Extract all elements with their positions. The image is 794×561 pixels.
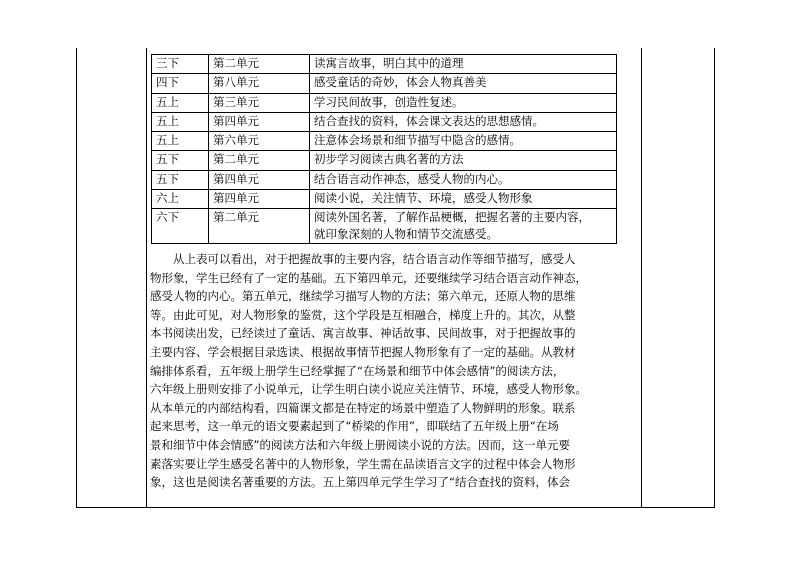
paragraph-line: 编排体系看，五年级上册学生已经掌握了“在场景和细节中体会感情”的阅读方法， [150,363,565,378]
paragraph-line: 起来思考，这一单元的语文要素起到了“桥梁的作用”，即联结了五年级上册“在场 [150,419,559,434]
content-line: 感受童话的奇妙，体会人物真善美 [314,75,487,90]
content-cell [310,190,617,209]
content-cell [310,74,617,93]
table-row [152,55,617,74]
content-line: 阅读小说，关注情节、环境，感受人物形象 [314,191,533,206]
paragraph-line: 本书阅读出发，已经读过了童话、寓言故事、神话故事、民间故事，对于把握故事的 [150,326,576,341]
paragraph-line: 主要内容、学会根据目录选读、根据故事情节把握人物形象有了一定的基础。从教材 [150,344,576,359]
unit-cell: 第二单元 [209,151,310,170]
content-cell [310,55,617,74]
unit-table-body [152,55,617,244]
grade-cell: 四下 [152,74,209,93]
unit-cell: 第八单元 [209,74,310,93]
unit-overview-table [151,54,617,244]
table-row [152,170,617,189]
grade-cell: 五下 [152,151,209,170]
analysis-paragraph [150,250,638,492]
table-row [152,74,617,93]
unit-cell: 第四单元 [209,112,310,131]
content-line: 学习民间故事，创造性复述。 [314,94,464,109]
right-column-rule [641,48,642,508]
content-line: 结合查找的资料，体会课文表达的思想感情。 [314,113,544,128]
unit-cell: 第四单元 [209,170,310,189]
paragraph-line: 感受人物的内心。第五单元，继续学习描写人物的方法；第六单元，还原人物的思维 [150,289,576,304]
grade-cell: 五上 [152,132,209,151]
paragraph-line: 素落实要让学生感受名著中的人物形象，学生需在品读语言文字的过程中体会人物形 [150,456,576,471]
table-row [152,112,617,131]
content-line: 就印象深刻的人物和情节交流感受。 [314,227,498,242]
content-cell [310,112,617,131]
unit-cell: 第四单元 [209,190,310,209]
unit-cell: 第二单元 [209,209,310,244]
content-cell [310,170,617,189]
paragraph-line: 从本单元的内部结构看，四篇课文都是在特定的场景中塑造了人物鲜明的形象。联系 [150,400,576,415]
unit-cell: 第六单元 [209,132,310,151]
grade-cell: 六下 [152,209,209,244]
table-row [152,132,617,151]
content-line: 注意体会场景和细节描写中隐含的感情。 [314,133,521,148]
paragraph-line: 景和细节中体会情感”的阅读方法和六年级上册阅读小说的方法。因而，这一单元要 [150,437,570,452]
table-row [152,151,617,170]
paragraph-line: 六年级上册则安排了小说单元，让学生明白读小说应关注情节、环境，感受人物形象。 [150,382,587,397]
paragraph-line: 从上表可以看出，对于把握故事的主要内容，结合语言动作等细节描写，感受人 [150,252,576,266]
paragraph-line: 等。由此可见，对人物形象的鉴赏，这个学段是互相融合，梯度上升的。其次，从整 [150,307,576,322]
left-column-rule [146,48,147,508]
paragraph-line: 象，这也是阅读名著重要的方法。五上第四单元学生学习了“结合查找的资料，体会 [150,475,570,490]
grade-cell: 五上 [152,93,209,112]
table-row [152,190,617,209]
paragraph-line: 物形象，学生已经有了一定的基础。五下第四单元，还要继续学习结合语言动作神态， [150,270,587,285]
table-row [152,209,617,244]
content-line: 读寓言故事，明白其中的道理 [314,56,464,70]
grade-cell: 六上 [152,190,209,209]
content-line: 初步学习阅读古典名著的方法 [314,152,464,167]
content-cell [310,151,617,170]
content-cell [310,132,617,151]
content-line: 阅读外国名著，了解作品梗概，把握名著的主要内容， [314,210,590,225]
unit-cell: 第二单元 [209,55,310,74]
content-cell [310,209,617,244]
grade-cell: 五下 [152,170,209,189]
content-line: 结合语言动作神态，感受人物的内心。 [314,171,510,186]
unit-cell: 第三单元 [209,93,310,112]
grade-cell: 五上 [152,112,209,131]
grade-cell: 三下 [152,55,209,74]
content-cell [310,93,617,112]
table-row [152,93,617,112]
